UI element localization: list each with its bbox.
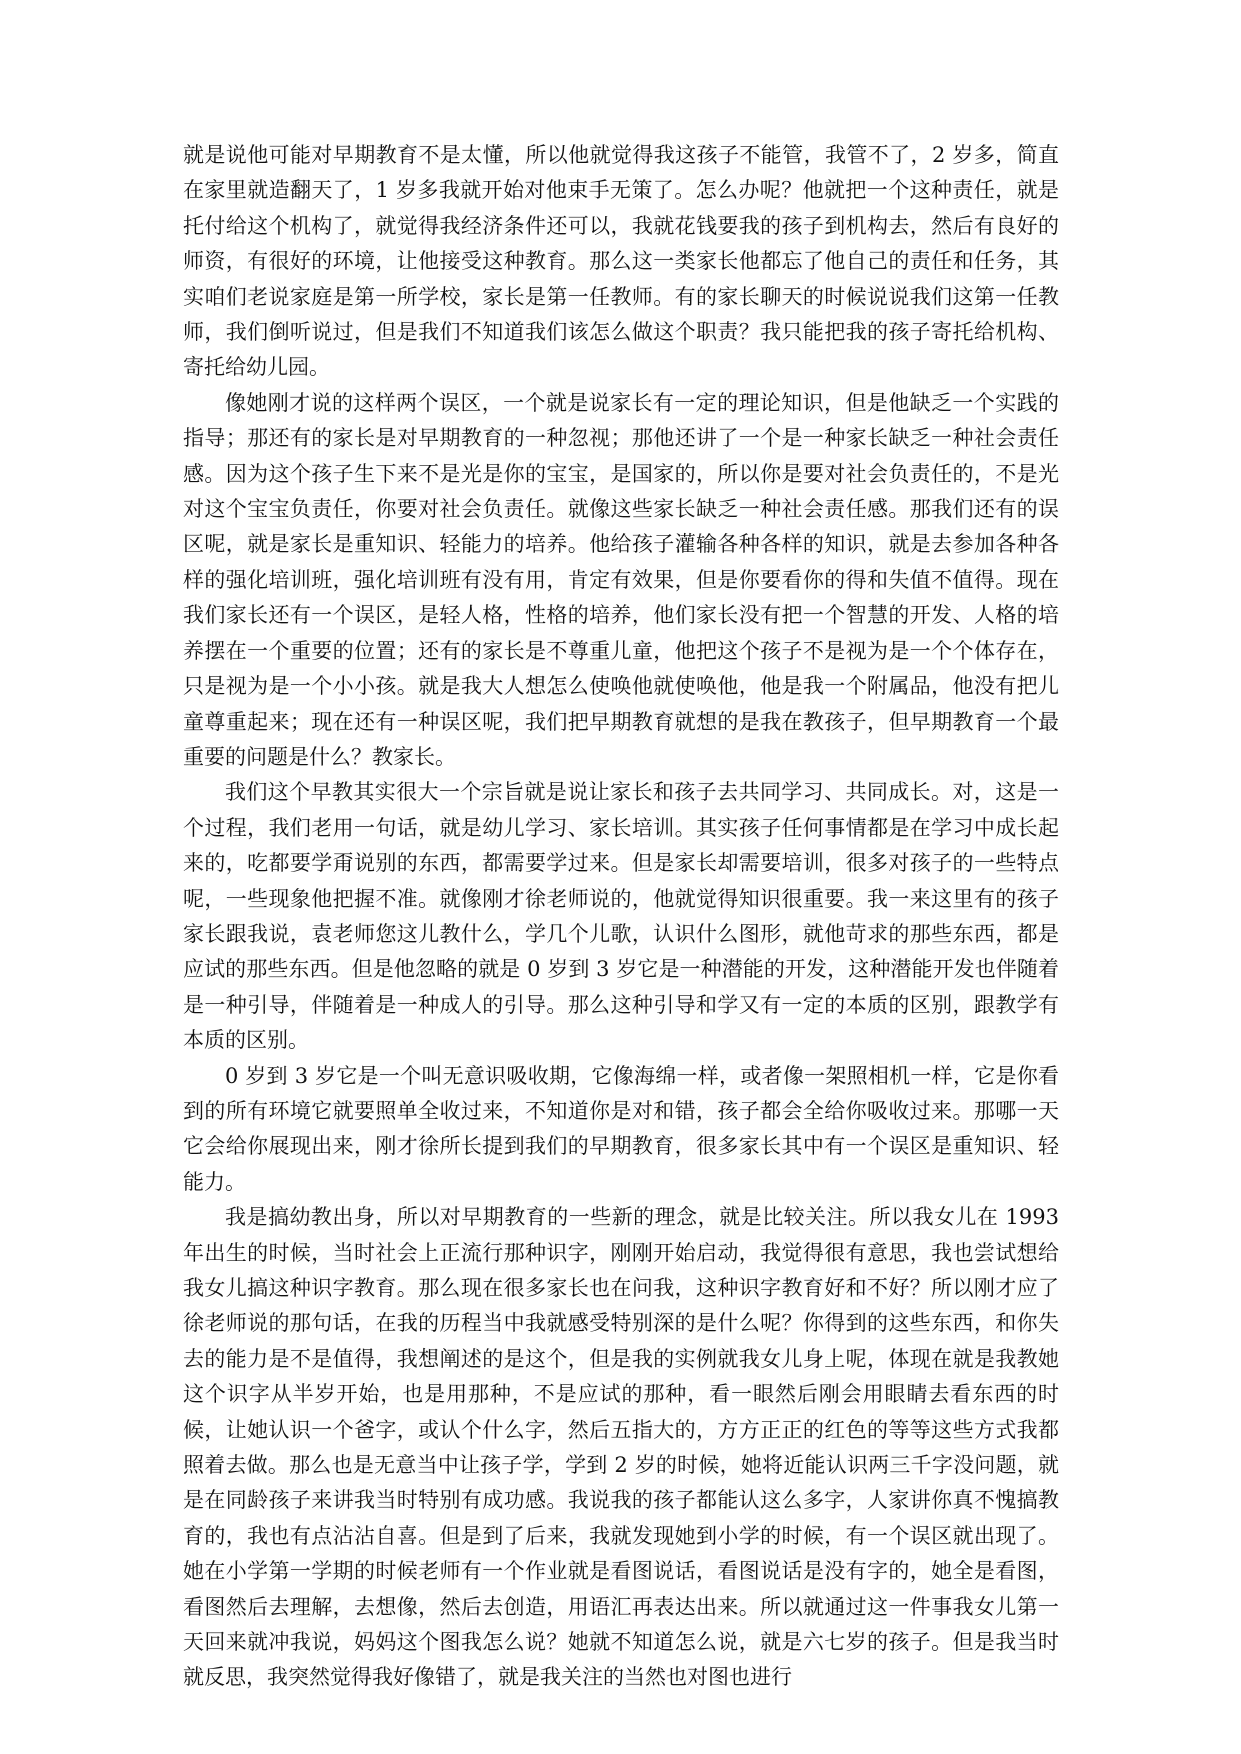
paragraph-2: 像她刚才说的这样两个误区，一个就是说家长有一定的理论知识，但是他缺乏一个实践的指导；那还有的家长是对早期教育的一种忽视；那他还讲了一个是一种家长缺乏一种社会责任感。因为这个孩子生下来不是光是你的宝宝，是国家的，所以你是要对社会负责任的，不是光对这个宝宝负责任，你要对社会负责任。就像这些家长缺乏一种社会责任感。那我们还有的误区呢，就是家长是重知识、轻能力的培养。他给孩子灌输各种各样的知识，就是去参加各种各样的强化培训班，强化培训班有没有用，肯定有效果，但是你要看你的得和失值不值得。现在我们家长还有一个误区，是轻人格，性格的培养，他们家长没有把一个智慧的开发、人格的培养摆在一个重要的位置；还有的家长是不尊重儿童，他把这个孩子不是视为是一个个体存在，只是视为是一个小小孩。就是我大人想怎么使唤他就使唤他，他是我一个附属品，他没有把儿童尊重起来；现在还有一种误区呢，我们把早期教育就想的是我在教孩子，但早期教育一个最重要的问题是什么？教家长。 <box>183 390 1059 769</box>
paragraph-5: 我是搞幼教出身，所以对早期教育的一些新的理念，就是比较关注。所以我女儿在 1993 年出生的时候，当时社会上正流行那种识字，刚刚开始启动，我觉得很有意思，我也尝试想给我女儿搞这种识字教育。那么现在很多家长也在问我，这种识字教育好和不好？所以刚才应了徐老师说的那句话，在我的历程当中我就感受特别深的是什么呢？你得到的这些东西，和你失去的能力是不是值得，我想阐述的是这个，但是我的实例就我女儿身上呢，体现在就是我教她这个识字从半岁开始，也是用那种，不是应试的那种，看一眼然后刚会用眼睛去看东西的时候，让她认识一个爸字，或认个什么字，然后五指大的，方方正正的红色的等等这些方式我都照着去做。那么也是无意当中让孩子学，学到 2 岁的时候，她将近能认识两三千字没问题，就是在同龄孩子来讲我当时特别有成功感。我说我的孩子都能认这么多字，人家讲你真不愧搞教育的，我也有点沾沾自喜。但是到了后来，我就发现她到小学的时候，有一个误区就出现了。她在小学第一学期的时候老师有一个作业就是看图说话，看图说话是没有字的，她全是看图，看图然后去理解，去想像，然后去创造，用语汇再表达出来。所以就通过这一件事我女儿第一天回来就冲我说，妈妈这个图我怎么说？她就不知道怎么说，就是六七岁的孩子。但是我当时就反思，我突然觉得我好像错了，就是我关注的当然也对图也进行 <box>183 1205 1059 1690</box>
paragraph-3: 我们这个早教其实很大一个宗旨就是说让家长和孩子去共同学习、共同成长。对，这是一个过程，我们老用一句话，就是幼儿学习、家长培训。其实孩子任何事情都是在学习中成长起来的，吃都要学甭说别的东西，都需要学过来。但是家长却需要培训，很多对孩子的一些特点呢，一些现象他把握不准。就像刚才徐老师说的，他就觉得知识很重要。我一来这里有的孩子家长跟我说，袁老师您这儿教什么，学几个儿歌，认识什么图形，就他苛求的那些东西，都是应试的那些东西。但是他忽略的就是 0 岁到 3 岁它是一种潜能的开发，这种潜能开发也伴随着是一种引导，伴随着是一种成人的引导。那么这种引导和学又有一定的本质的区别，跟教学有本质的区别。 <box>183 780 1059 1053</box>
paragraph-1: 就是说他可能对早期教育不是太懂，所以他就觉得我这孩子不能管，我管不了，2 岁多，简直在家里就造翻天了，1 岁多我就开始对他束手无策了。怎么办呢？他就把一个这种责任，就是托付给这个机构了，就觉得我经济条件还可以，我就花钱要我的孩子到机构去，然后有良好的师资，有很好的环境，让他接受这种教育。那么这一类家长他都忘了他自己的责任和任务，其实咱们老说家庭是第一所学校，家长是第一任教师。有的家长聊天的时候说说我们这第一任教师，我们倒听说过，但是我们不知道我们该怎么做这个职责？我只能把我的孩子寄托给机构、寄托给幼儿园。 <box>183 143 1059 380</box>
document-page <box>183 138 1059 1696</box>
paragraph-4: 0 岁到 3 岁它是一个叫无意识吸收期，它像海绵一样，或者像一架照相机一样，它是你看到的所有环境它就要照单全收过来，不知道你是对和错，孩子都会全给你吸收过来。那哪一天它会给你展现出来，刚才徐所长提到我们的早期教育，很多家长其中有一个误区是重知识、轻能力。 <box>183 1063 1059 1194</box>
